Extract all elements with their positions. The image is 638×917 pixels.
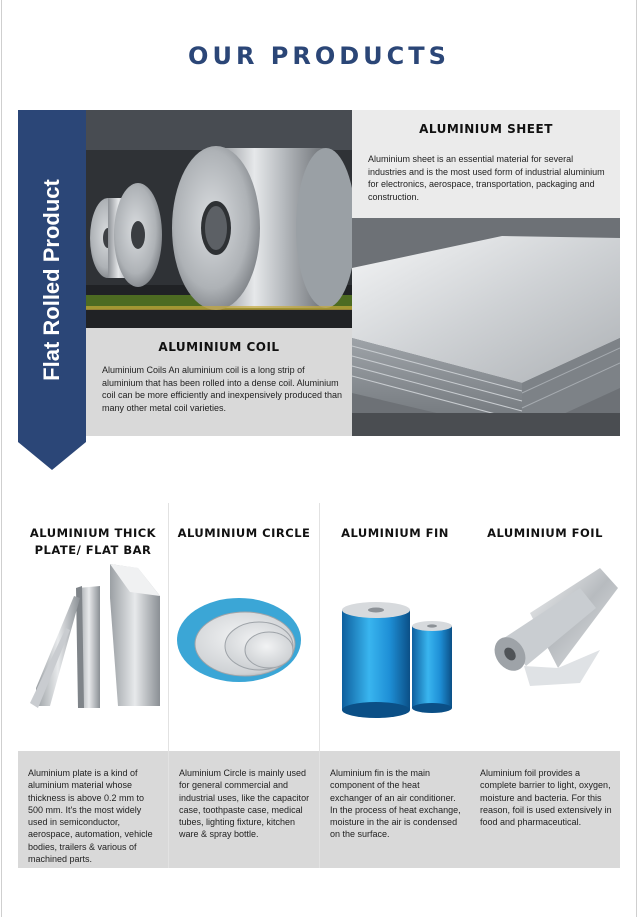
aluminium-sheet-image [352, 218, 620, 436]
aluminium-sheet-description: Aluminium sheet is an essential material for several industries and is the most used form of industrial aluminium for electronics, aerospace, transportation, packaging and construction. [368, 154, 605, 202]
product-card-thick-plate [18, 503, 168, 868]
thick-plate-image [18, 558, 168, 733]
page-title: OUR PRODUCTS [188, 42, 450, 70]
product-description: Aluminium foil provides a complete barrier to light, oxygen, moisture and bacteria. For this reason, foil is used extensively in food and pharmaceutical. [480, 768, 612, 828]
product-description: Aluminium fin is the main component of the heat exchanger of an air conditioner. In the process of heat exchange, moisture in the air is condensed on the surface. [330, 768, 461, 840]
product-card-fin [320, 503, 470, 868]
aluminium-sheet-card [352, 110, 620, 218]
aluminium-coil-card [86, 328, 352, 436]
product-description: Aluminium plate is a kind of aluminium material whose thickness is above 0.2 mm to 500 mm. It's the most widely used in semiconductor, aerospace, automation, vehicle bodies, trailers & various of machined parts. [28, 768, 153, 865]
product-card-bottom [18, 751, 168, 868]
flat-rolled-label: Flat Rolled Product [39, 179, 64, 381]
product-card-circle [169, 503, 319, 868]
aluminium-coil-image [86, 110, 352, 328]
product-title: ALUMINIUM FIN [341, 526, 449, 540]
product-card-bottom [169, 751, 319, 868]
product-description: Aluminium Circle is mainly used for general commercial and industrial uses, like the capacitor case, toothpaste case, medical tubes, lighting fixture, kitchen ware & spray bottle. [179, 768, 310, 840]
product-title: ALUMINIUM THICK PLATE/ FLAT BAR [29, 526, 157, 557]
aluminium-sheet-title: ALUMINIUM SHEET [419, 122, 553, 136]
product-title: ALUMINIUM FOIL [487, 526, 603, 540]
aluminium-fin-image [320, 558, 470, 733]
aluminium-foil-image [470, 558, 620, 733]
aluminium-coil-title: ALUMINIUM COIL [158, 340, 280, 354]
products-grid [18, 503, 620, 868]
aluminium-circle-image [169, 558, 319, 733]
flat-rolled-ribbon [18, 110, 86, 470]
product-card-bottom [320, 751, 470, 868]
product-card-bottom [470, 751, 620, 868]
product-card-foil [470, 503, 620, 868]
aluminium-coil-description: Aluminium Coils An aluminium coil is a long strip of aluminium that has been rolled into a dense coil. Aluminium coil can be more efficiently and inexpensively produced than many other metal coil varieties. [102, 365, 342, 413]
product-title: ALUMINIUM CIRCLE [177, 526, 311, 540]
